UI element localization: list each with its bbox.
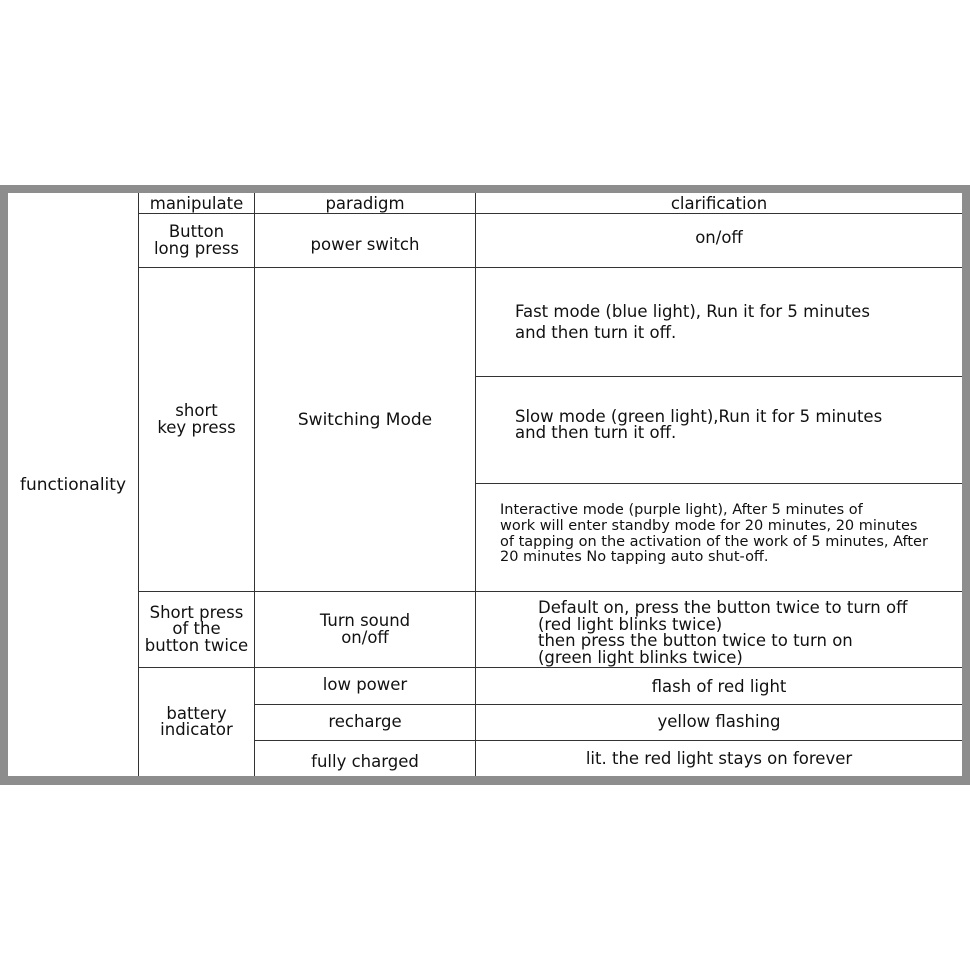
cell-double-press-clarification: Default on, press the button twice to turn off (red light blinks twice) then press the button twice to turn on (green light blinks twice) xyxy=(538,598,908,667)
cell-recharge-clarification: yellow flashing xyxy=(657,712,781,731)
cell-slow-mode: Slow mode (green light),Run it for 5 minutes and then turn it off. xyxy=(515,406,883,442)
cell-fully-charged-paradigm: fully charged xyxy=(311,751,419,771)
cell-double-press-manipulate: Short press of the button twice xyxy=(144,602,249,655)
table-frame xyxy=(0,185,970,785)
header-manipulate: manipulate xyxy=(149,193,244,213)
cell-double-press-paradigm: Turn sound on/off xyxy=(319,611,411,647)
cell-long-press-clarification: on/off xyxy=(695,228,743,247)
cell-short-press-paradigm: Switching Mode xyxy=(297,409,433,430)
cell-fully-charged-clarification: lit. the red light stays on forever xyxy=(585,749,853,768)
header-clarification: clarification xyxy=(670,193,768,213)
cell-interactive-mode: Interactive mode (purple light), After 5 minutes of work will enter standby mode for 20 minutes, 20 minutes of tapping on the activation of the work of 5 minutes, After 20 minutes No tapping auto shut-off. xyxy=(500,502,928,566)
header-paradigm: paradigm xyxy=(325,193,405,213)
section-label: functionality xyxy=(19,474,127,495)
functionality-table xyxy=(8,193,962,776)
cell-recharge-paradigm: recharge xyxy=(328,712,402,731)
cell-low-power-paradigm: low power xyxy=(322,674,408,694)
cell-short-press-manipulate: short key press xyxy=(157,401,236,437)
cell-battery-manipulate: battery indicator xyxy=(160,703,233,739)
cell-long-press-manipulate: Button long press xyxy=(153,222,240,258)
cell-long-press-paradigm: power switch xyxy=(310,235,420,254)
cell-low-power-clarification: flash of red light xyxy=(651,676,787,696)
cell-fast-mode: Fast mode (blue light), Run it for 5 minutes and then turn it off. xyxy=(515,301,870,342)
